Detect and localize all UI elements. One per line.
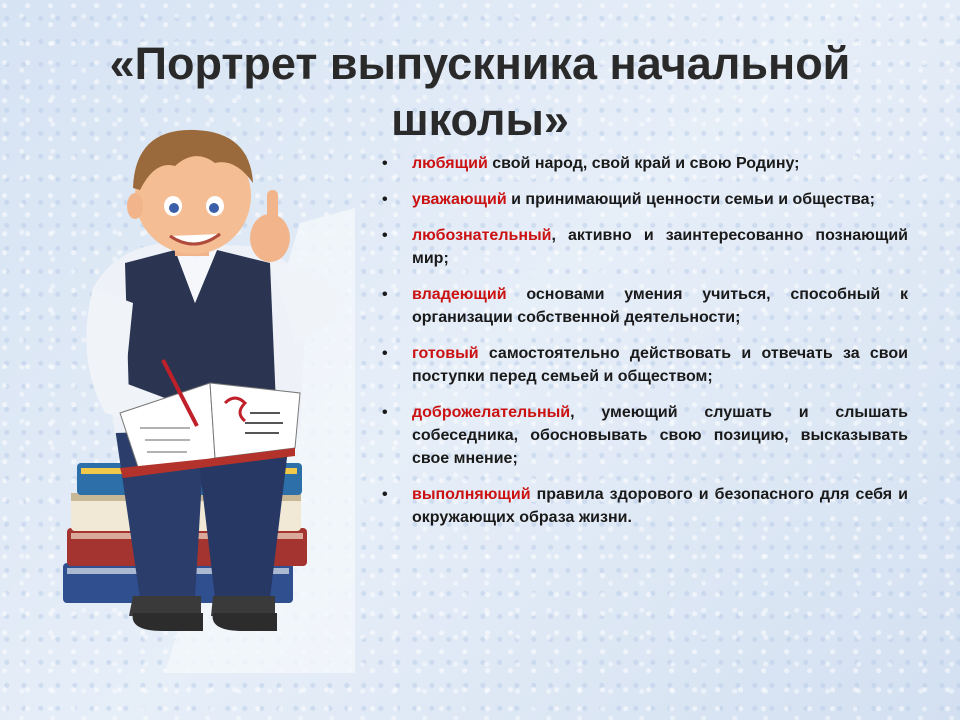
bullet-marker: • — [382, 486, 388, 503]
slide-title: «Портрет выпускника начальной школы» — [109, 38, 851, 145]
trait-text: правила здорового и безопасного для себя и окружающих образа жизни. — [412, 486, 908, 526]
list-item — [380, 224, 908, 270]
trait-text: , умеющий слушать и слышать собеседника, обосновывать свою позицию, высказывать свое мнение; — [412, 404, 908, 467]
list-item — [380, 152, 908, 175]
list-item — [380, 188, 908, 211]
trait-keyword: выполняющий — [412, 486, 531, 503]
trait-keyword: готовый — [412, 345, 479, 362]
list-item — [380, 401, 908, 470]
trait-keyword: уважающий — [412, 191, 507, 208]
trait-keyword: любознательный — [412, 227, 552, 244]
trait-text: самостоятельно действовать и отвечать за свои поступки перед семьей и обществом; — [412, 345, 908, 385]
trait-text: и принимающий ценности семьи и общества; — [506, 191, 875, 208]
list-item — [380, 283, 908, 329]
graduate-traits-list — [380, 152, 908, 542]
bullet-marker: • — [382, 286, 388, 303]
trait-text: , активно и заинтересованно познающий мир; — [412, 227, 908, 267]
trait-text: свой народ, свой край и свою Родину; — [487, 155, 800, 172]
bullet-marker: • — [382, 155, 388, 172]
bullet-marker: • — [382, 191, 388, 208]
bullet-marker: • — [382, 345, 388, 362]
bullet-marker: • — [382, 227, 388, 244]
schoolboy-illustration — [45, 128, 355, 673]
list-item — [380, 483, 908, 529]
trait-keyword: доброжелательный — [412, 404, 571, 421]
boy-head — [127, 130, 253, 256]
trait-keyword: любящий — [412, 155, 488, 172]
bullet-marker: • — [382, 404, 388, 421]
trait-text: основами умения учиться, способный к организации собственной деятельности; — [412, 286, 908, 326]
trait-keyword: владеющий — [412, 286, 507, 303]
list-item — [380, 342, 908, 388]
